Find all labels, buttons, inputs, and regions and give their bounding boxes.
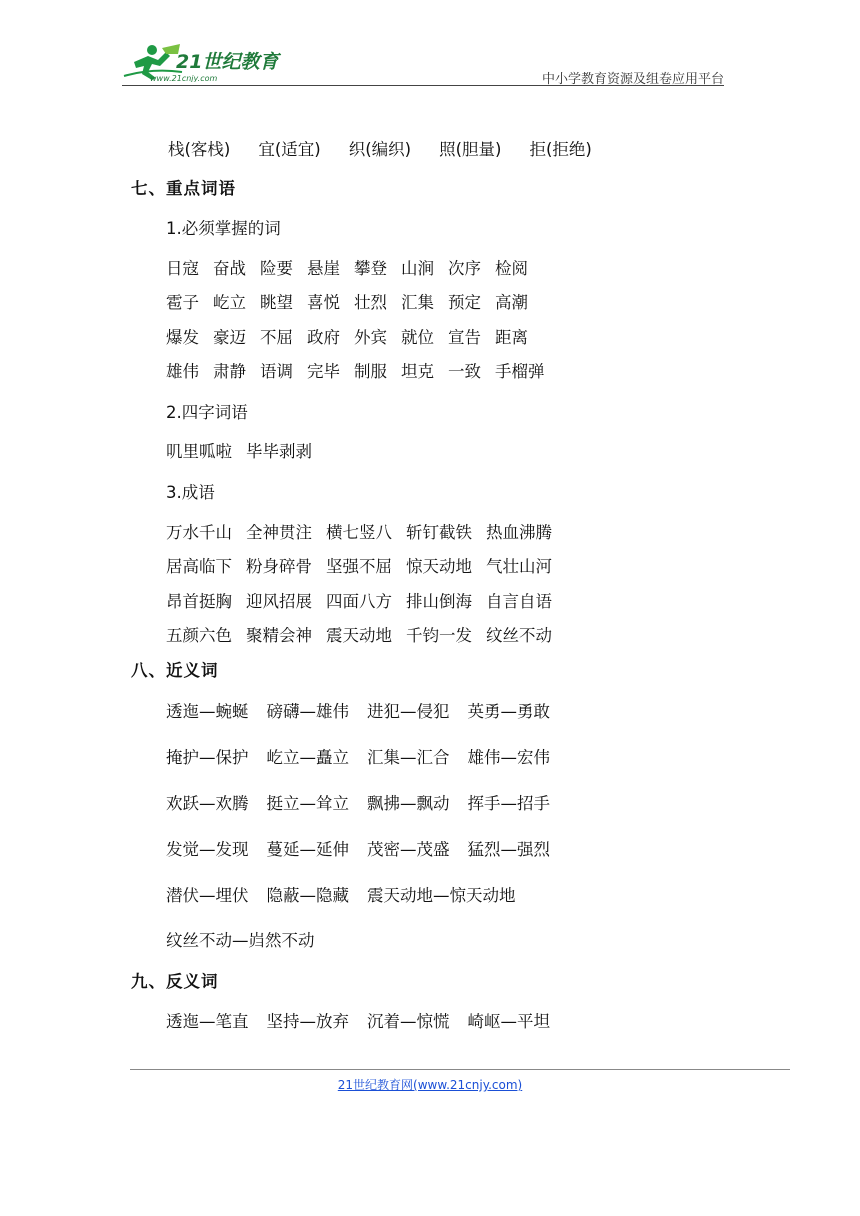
word: 检阅 [495, 259, 528, 278]
word: 雄伟 [166, 362, 199, 381]
word: 不屈 [260, 328, 293, 347]
idiom: 万水千山 [166, 523, 232, 542]
idiom-row [166, 556, 566, 578]
antonym-pair: 坚持—放弃 [266, 1012, 349, 1031]
page-footer [0, 1076, 860, 1093]
synonym-pair: 发觉—发现 [166, 840, 249, 859]
word: 肃静 [213, 362, 246, 381]
word: 高潮 [495, 293, 528, 312]
section-title-7: 七、重点词语 [131, 179, 236, 198]
antonym-row [166, 1011, 568, 1033]
footer-link[interactable]: 21世纪教育网(www.21cnjy.com) [337, 1078, 523, 1092]
section-title-9: 九、反义词 [131, 972, 219, 991]
word: 次序 [448, 259, 481, 278]
idiom-row [166, 591, 566, 613]
synonym-pair: 掩护—保护 [166, 748, 249, 767]
synonym-pair: 欢跃—欢腾 [166, 794, 249, 813]
synonym-pair: 隐蔽—隐藏 [266, 886, 349, 905]
subheading-1: 1.必须掌握的词 [166, 219, 281, 238]
word: 叽里呱啦 [166, 442, 232, 461]
word-row [166, 441, 326, 463]
word: 制服 [354, 362, 387, 381]
idiom: 迎风招展 [246, 592, 312, 611]
idiom-row [166, 522, 566, 544]
word: 拒(拒绝) [529, 140, 592, 159]
idiom: 四面八方 [326, 592, 392, 611]
word: 宣告 [448, 328, 481, 347]
synonym-pair: 震天动地—惊天动地 [367, 886, 516, 905]
word: 政府 [307, 328, 340, 347]
idiom: 粉身碎骨 [246, 557, 312, 576]
header-divider [122, 85, 724, 86]
word: 壮烈 [354, 293, 387, 312]
word: 险要 [260, 259, 293, 278]
word: 悬崖 [307, 259, 340, 278]
synonym-pair: 英勇—勇敢 [467, 702, 550, 721]
idiom: 居高临下 [166, 557, 232, 576]
idiom: 全神贯注 [246, 523, 312, 542]
word: 雹子 [166, 293, 199, 312]
synonym-pair: 透迤—蜿蜒 [166, 702, 249, 721]
idiom: 千钧一发 [406, 626, 472, 645]
word: 奋战 [213, 259, 246, 278]
synonym-row [166, 930, 333, 952]
word: 距离 [495, 328, 528, 347]
synonym-row [166, 885, 534, 907]
word: 预定 [448, 293, 481, 312]
word: 一致 [448, 362, 481, 381]
word: 毕毕剥剥 [246, 442, 312, 461]
word: 照(胆量) [439, 140, 502, 159]
synonym-pair: 屹立—矗立 [266, 748, 349, 767]
idiom: 横七竖八 [326, 523, 392, 542]
synonym-pair: 蔓延—延伸 [266, 840, 349, 859]
word: 日寇 [166, 259, 199, 278]
synonym-pair: 挥手—招手 [467, 794, 550, 813]
word-row [166, 292, 542, 314]
idiom: 排山倒海 [406, 592, 472, 611]
word: 坦克 [401, 362, 434, 381]
idiom: 五颜六色 [166, 626, 232, 645]
page-header [122, 38, 724, 88]
synonym-pair: 磅礴—雄伟 [266, 702, 349, 721]
word: 屹立 [213, 293, 246, 312]
synonym-pair: 飘拂—飘动 [367, 794, 450, 813]
word-row [166, 327, 542, 349]
word: 就位 [401, 328, 434, 347]
word: 爆发 [166, 328, 199, 347]
word: 喜悦 [307, 293, 340, 312]
idiom: 坚强不屈 [326, 557, 392, 576]
synonym-pair: 茂密—茂盛 [367, 840, 450, 859]
synonym-row [166, 793, 568, 815]
idiom: 纹丝不动 [486, 626, 552, 645]
subheading-3: 3.成语 [166, 483, 215, 502]
idiom: 自言自语 [486, 592, 552, 611]
idiom: 热血沸腾 [486, 523, 552, 542]
top-word-row [168, 139, 606, 161]
idiom: 气壮山河 [486, 557, 552, 576]
synonym-pair: 挺立—耸立 [266, 794, 349, 813]
idiom: 惊天动地 [406, 557, 472, 576]
antonym-pair: 透迤—笔直 [166, 1012, 249, 1031]
idiom: 聚精会神 [246, 626, 312, 645]
word: 山涧 [401, 259, 434, 278]
synonym-row [166, 747, 568, 769]
synonym-pair: 进犯—侵犯 [367, 702, 450, 721]
word-row [166, 361, 559, 383]
synonym-row [166, 839, 568, 861]
word: 手榴弹 [495, 362, 545, 381]
word: 豪迈 [213, 328, 246, 347]
idiom: 斩钉截铁 [406, 523, 472, 542]
section-title-8: 八、近义词 [131, 661, 219, 680]
idiom: 昂首挺胸 [166, 592, 232, 611]
idiom: 震天动地 [326, 626, 392, 645]
platform-name: 中小学教育资源及组卷应用平台 [541, 72, 724, 87]
antonym-pair: 崎岖—平坦 [467, 1012, 550, 1031]
word: 眺望 [260, 293, 293, 312]
synonym-row [166, 701, 568, 723]
logo-text: 21世纪教育 [176, 51, 279, 73]
synonym-pair: 雄伟—宏伟 [467, 748, 550, 767]
logo-runner-icon [122, 42, 292, 82]
subheading-2: 2.四字词语 [166, 403, 248, 422]
synonym-pair: 汇集—汇合 [367, 748, 450, 767]
word: 汇集 [401, 293, 434, 312]
footer-divider [130, 1069, 790, 1070]
word: 宜(适宜) [258, 140, 321, 159]
synonym-pair: 猛烈—强烈 [467, 840, 550, 859]
synonym-pair: 潜伏—埋伏 [166, 886, 249, 905]
word-row [166, 258, 542, 280]
idiom-row [166, 625, 566, 647]
word: 完毕 [307, 362, 340, 381]
word: 外宾 [354, 328, 387, 347]
word: 织(编织) [348, 140, 412, 159]
antonym-pair: 沉着—惊慌 [367, 1012, 450, 1031]
word: 栈(客栈) [168, 140, 231, 159]
synonym-pair: 纹丝不动—岿然不动 [166, 931, 315, 950]
logo-url: www.21cnjy.com [150, 74, 218, 82]
word: 攀登 [354, 259, 387, 278]
word: 语调 [260, 362, 293, 381]
